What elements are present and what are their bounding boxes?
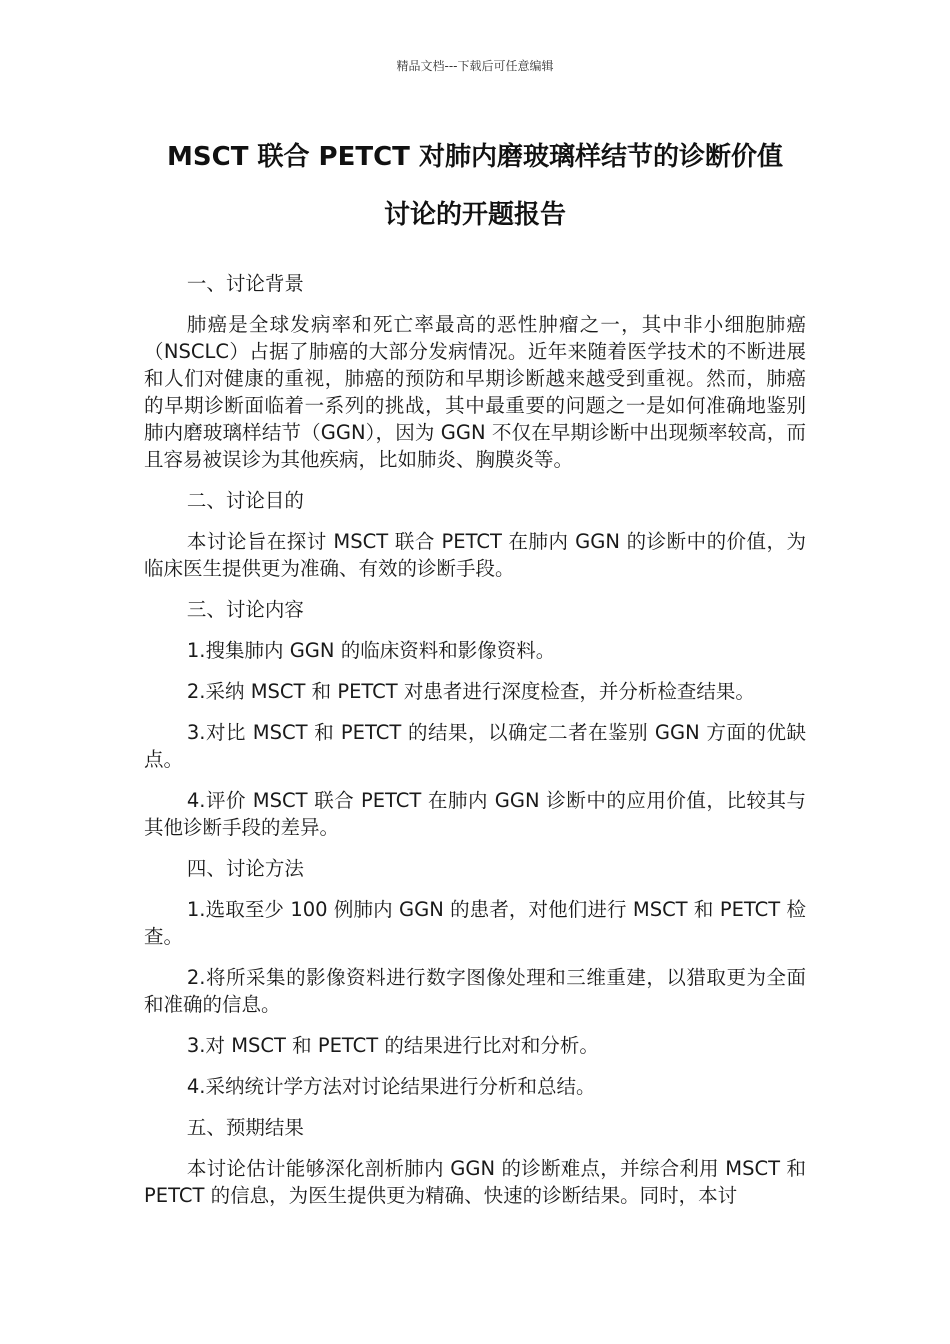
method-item: 2.将所采集的影像资料进行数字图像处理和三维重建，以猎取更为全面和准确的信息。 [144, 966, 806, 1016]
document-title-line-2: 讨论的开题报告 [383, 200, 566, 230]
section-heading-purpose: 二、讨论目的 [186, 489, 304, 512]
method-item: 3.对 MSCT 和 PETCT 的结果进行比对和分析。 [186, 1034, 599, 1057]
section-heading-methods: 四、讨论方法 [186, 857, 304, 880]
background-paragraph: 肺癌是全球发病率和死亡率最高的恶性肿瘤之一，其中非小细胞肺癌（NSCLC）占据了肺癌的大部分发病情况。近年来随着医学技术的不断进展和人们对健康的重视，肺癌的预防和早期诊断越来越受到重视。然而，肺癌的早期诊断面临着一系列的挑战，其中最重要的问题之一是如何准确地鉴别肺内磨玻璃样结节（GGN），因为 GGN 不仅在早期诊断中出现频率较高，而且容易被误诊为其他疾病，比如肺炎、胸膜炎等。 [144, 313, 806, 471]
document-title-line-1: MSCT 联合 PETCT 对肺内磨玻璃样结节的诊断价值 [167, 142, 783, 172]
expected-paragraph: 本讨论估计能够深化剖析肺内 GGN 的诊断难点，并综合利用 MSCT 和 PETCT 的信息，为医生提供更为精确、快速的诊断结果。同时，本讨 [144, 1157, 806, 1207]
content-item: 4.评价 MSCT 联合 PETCT 在肺内 GGN 诊断中的应用价值，比较其与其他诊断手段的差异。 [144, 789, 806, 839]
content-item: 1.搜集肺内 GGN 的临床资料和影像资料。 [186, 639, 556, 662]
section-heading-content: 三、讨论内容 [186, 598, 304, 621]
section-heading-expected: 五、预期结果 [186, 1116, 304, 1139]
purpose-paragraph: 本讨论旨在探讨 MSCT 联合 PETCT 在肺内 GGN 的诊断中的价值，为临床医生提供更为准确、有效的诊断手段。 [144, 530, 806, 580]
content-item: 3.对比 MSCT 和 PETCT 的结果，以确定二者在鉴别 GGN 方面的优缺点。 [144, 721, 806, 771]
content-item: 2.采纳 MSCT 和 PETCT 对患者进行深度检查，并分析检查结果。 [186, 680, 755, 703]
method-item: 1.选取至少 100 例肺内 GGN 的患者，对他们进行 MSCT 和 PETCT 检查。 [144, 898, 806, 948]
page-header-note: 精品文档---下载后可任意编辑 [396, 59, 554, 73]
document-body [144, 270, 806, 1223]
method-item: 4.采纳统计学方法对讨论结果进行分析和总结。 [186, 1075, 596, 1098]
section-heading-background: 一、讨论背景 [186, 272, 304, 295]
